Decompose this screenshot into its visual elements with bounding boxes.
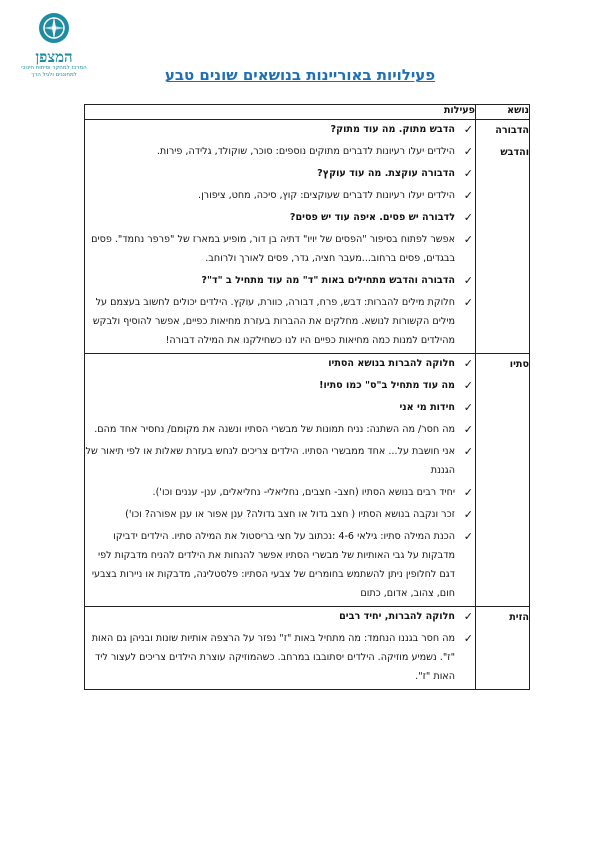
list-item <box>85 208 475 227</box>
list-item <box>85 354 475 373</box>
checkmark-icon: ✓ <box>463 423 473 436</box>
list-item-text: אפשר לפתוח בסיפור "הפסים של יויו" דתיה בן דור, מופיע במארז של "פרפר נחמד". פסים בבגדים, פסים ברחוב...מעבר חציה, גדר, פסים לאורך ולרוחב. <box>91 234 455 264</box>
list-item-text: חידות מי אני <box>399 402 455 413</box>
checkmark-icon: ✓ <box>463 445 473 458</box>
logo-subtitle: המרכז למחקר ופיתוח חינוכי <box>21 65 87 71</box>
list-item-text: הילדים יעלו רעיונות לדברים מתוקים נוספים: סוכר, שוקולד, גלידה, פירות. <box>156 146 455 157</box>
list-item <box>85 230 475 268</box>
checkmark-icon: ✓ <box>463 401 473 414</box>
list-item-text: יחיד רבים בנושא הסתיו (חצב- חצבים, נחליאלי- נחליאלים, ענן- עננים וכו'). <box>152 487 455 498</box>
list-item-text: הדבורה והדבש מתחילים באות "ד" מה עוד מתחיל ב "ד"? <box>201 275 455 286</box>
list-item-text: חלוקת מילים להברות: דבש, פרח, דבורה, כוורת, עוקץ. הילדים יכולים לחשוב בעצמם על מילים הקשורות לנושא. מחלקים את ההברות בעזרת מחיאות כפיים, אפשר להוסיף ולבקש מהילדים למנות כמה מחיאות כפיים היו לנו כשחילקנו את המילה דבורה! <box>92 297 455 346</box>
activities-cell <box>85 120 476 354</box>
list-item <box>85 483 475 502</box>
checkmark-icon: ✓ <box>463 211 473 224</box>
header-row <box>85 105 530 120</box>
list-item <box>85 376 475 395</box>
list-item <box>85 420 475 439</box>
table-row <box>85 607 530 690</box>
list-item-text: הילדים יעלו רעיונות לדברים שעוקצים: קוץ, סיכה, מחט, ציפורן. <box>198 190 455 201</box>
subject-cell: סתיו <box>476 354 530 607</box>
list-item <box>85 142 475 161</box>
checkmark-icon: ✓ <box>463 357 473 370</box>
list-item <box>85 293 475 350</box>
checkmark-icon: ✓ <box>463 530 473 543</box>
checkmark-icon: ✓ <box>463 123 473 136</box>
list-item-text: מה חסר בגננו הנחמד: מה מתחיל באות "ז" נפזר על הרצפה אותיות שונות ובניהן גם האות "ז". נשמיע מוזיקה. הילדים יסתובבו במרחב. כשהמוזיקה עוצרת הילדים צריכים לעצור ליד האות "ז". <box>91 633 455 682</box>
list-item <box>85 505 475 524</box>
list-item <box>85 629 475 686</box>
checkmark-icon: ✓ <box>463 189 473 202</box>
list-item-text: מה עוד מתחיל ב"ס" כמו סתיו! <box>319 380 455 391</box>
subject-cell: הזית <box>476 607 530 690</box>
activities-cell <box>85 607 476 690</box>
activities-cell <box>85 354 476 607</box>
logo-subtitle-2: למחוננים ולגיל הרך <box>31 72 77 78</box>
list-item <box>85 164 475 183</box>
table-row <box>85 354 530 607</box>
checkmark-icon: ✓ <box>463 145 473 158</box>
list-item-text: חלוקה להברות, יחיד רבים <box>339 611 455 622</box>
list-item-text: לדבורה יש פסים. איפה עוד יש פסים? <box>289 212 455 223</box>
checkmark-icon: ✓ <box>463 379 473 392</box>
activities-table <box>84 104 530 690</box>
checkmark-icon: ✓ <box>463 508 473 521</box>
list-item-text: אני חושבת על... אחד ממבשרי הסתיו. הילדים צריכים לנחש בעזרת שאלות או לפי תיאור של הגננת <box>85 446 455 476</box>
subject-header: נושא <box>476 105 530 120</box>
logo-name: המצפן <box>35 48 73 66</box>
list-item-text: מה חסר/ מה השתנה: נניח תמונות של מבשרי הסתיו ונשנה את מקומם/ נחסיר אחד מהם. <box>94 424 455 435</box>
list-item-text: הכנת המילה סתיו: גילאי 4-6 :נכתוב על חצי בריסטול את המילה סתיו. הילדים ידביקו מדבקות על גבי האותיות של מבשרי הסתיו אפשר להנחות את הילדים להניח מדבקות לפי דגם לחלופין ניתן להשתמש בחומרים של צבעי הסתיו: פלסטלינה, מדבקות או ניירות בצבעי חום, צהוב, אדום, כתום <box>91 531 455 599</box>
list-item <box>85 442 475 480</box>
list-item-text: חלוקה להברות בנושא הסתיו <box>328 358 455 369</box>
list-item-text: זכר ונקבה בנושא הסתיו ( חצב גדול או חצב גדולה? ענן אפור או ענן אפורה? וכו') <box>125 509 455 520</box>
list-item <box>85 527 475 603</box>
list-item <box>85 398 475 417</box>
subject-cell: הדבורה והדבש <box>476 120 530 354</box>
compass-logo-icon <box>38 12 70 44</box>
checkmark-icon: ✓ <box>463 167 473 180</box>
list-item-text: הדבש מתוק. מה עוד מתוק? <box>330 124 455 135</box>
checkmark-icon: ✓ <box>463 610 473 623</box>
checkmark-icon: ✓ <box>463 632 473 645</box>
checkmark-icon: ✓ <box>463 233 473 246</box>
activities-header: פעילות <box>85 105 476 120</box>
list-item <box>85 607 475 626</box>
checkmark-icon: ✓ <box>463 486 473 499</box>
table-row <box>85 120 530 354</box>
list-item-text: הדבורה עוקצת. מה עוד עוקץ? <box>317 168 455 179</box>
list-item <box>85 271 475 290</box>
list-item <box>85 120 475 139</box>
page-title: פעילויות באוריינות בנושאים שונים טבע <box>164 66 436 84</box>
checkmark-icon: ✓ <box>463 274 473 287</box>
list-item <box>85 186 475 205</box>
checkmark-icon: ✓ <box>463 296 473 309</box>
